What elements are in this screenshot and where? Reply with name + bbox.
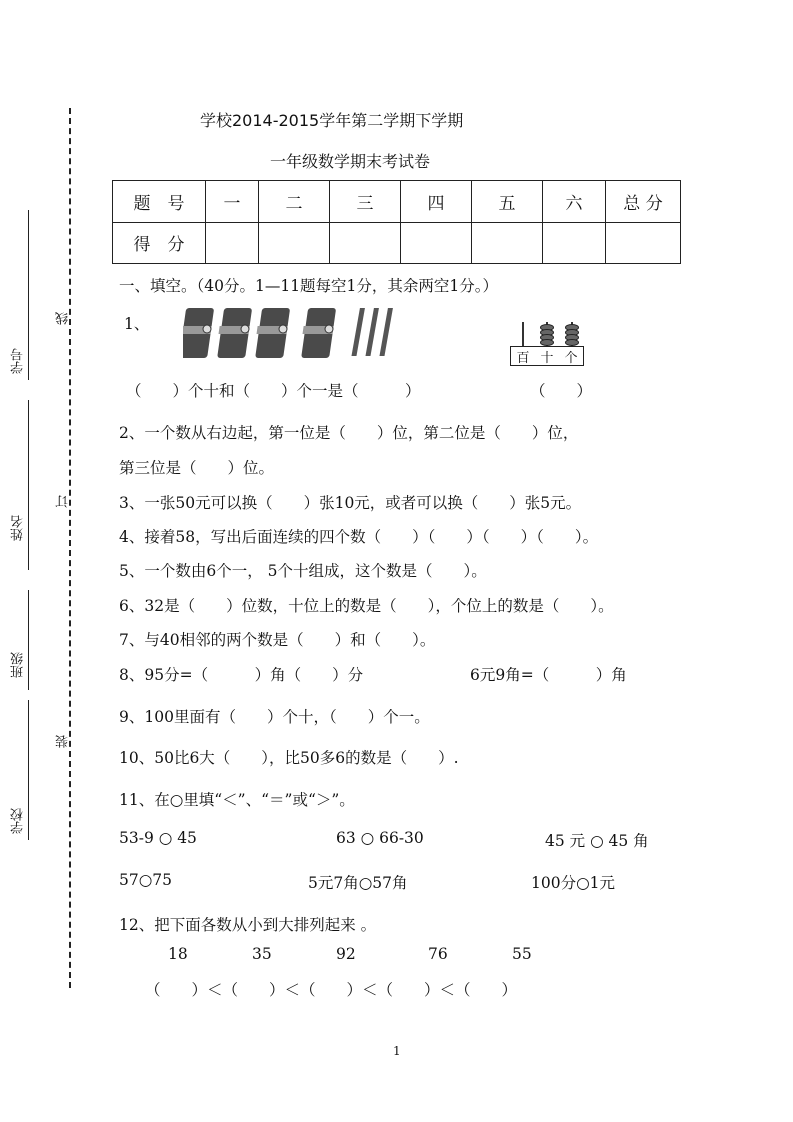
q11-item-4: 57○75 [119, 871, 172, 889]
score-cell-1: 一 [206, 181, 259, 223]
abacus-label-tens: 十 [540, 350, 554, 366]
q1-label: 1、 [124, 315, 150, 333]
score-input-3[interactable] [330, 222, 401, 264]
exam-title: 一年级数学期末考试卷 [270, 152, 431, 171]
q12-number-3: 92 [336, 945, 356, 963]
score-table [112, 180, 681, 264]
binding-mark-line: 线 [56, 312, 71, 325]
name-underline [28, 400, 29, 570]
bead [540, 339, 554, 346]
score-input-total[interactable] [606, 222, 681, 264]
q11-item-1: 53-9 ○ 45 [119, 829, 197, 847]
student-id-underline [28, 210, 29, 380]
section1-heading: 一、填空。（40分。1—11题每空1分，其余两空1分。） [119, 277, 499, 295]
q12-number-4: 76 [428, 945, 448, 963]
q11-item-5: 5元7角○57角 [308, 874, 408, 892]
q9: 9、100里面有（ ）个十，（ ）个一。 [119, 708, 430, 726]
score-cell-5: 五 [472, 181, 543, 223]
school-label: 学校 [11, 808, 26, 834]
score-cell-total: 总 分 [606, 181, 681, 223]
q11-item-3: 45 元 ○ 45 角 [545, 832, 649, 850]
q4: 4、接着58，写出后面连续的四个数（ ）（ ）（ ）（ ）。 [119, 528, 599, 546]
score-table-header-row [113, 181, 681, 223]
abacus-label-ones: 个 [564, 350, 578, 366]
page-number: 1 [393, 1044, 401, 1058]
q11-item-2: 63 ○ 66-30 [336, 829, 424, 847]
score-input-4[interactable] [401, 222, 472, 264]
q2-line-1: 2、一个数从右边起，第一位是（ ）位，第二位是（ ）位， [119, 424, 579, 442]
binding-mark-bind: 装 [56, 735, 71, 748]
abacus-rod-hundreds [522, 322, 524, 346]
score-cell-6: 六 [543, 181, 606, 223]
score-input-1[interactable] [206, 222, 259, 264]
q3: 3、一张50元可以换（ ）张10元，或者可以换（ ）张5元。 [119, 494, 582, 512]
abacus-picture [508, 322, 586, 368]
score-cell-label: 题 号 [113, 181, 206, 223]
score-cell-4: 四 [401, 181, 472, 223]
q12-number-5: 55 [512, 945, 532, 963]
q8-part-b: 6元9角=（ ）角 [470, 666, 627, 684]
q12: 12、把下面各数从小到大排列起来 。 [119, 916, 377, 934]
q11: 11、在○里填“＜”、“＝”或“＞”。 [119, 791, 355, 809]
q8-part-a: 8、95分=（ ）角（ ）分 [119, 666, 364, 684]
q7: 7、与40相邻的两个数是（ ）和（ ）。 [119, 631, 436, 649]
score-cell-2: 二 [259, 181, 330, 223]
score-input-5[interactable] [472, 222, 543, 264]
bundle-3 [255, 308, 290, 358]
q5: 5、一个数由6个一， 5个十组成，这个数是（ ）。 [119, 562, 487, 580]
score-input-2[interactable] [259, 222, 330, 264]
student-id-label: 学号 [11, 348, 26, 374]
bead [565, 339, 579, 346]
binding-mark-staple: 订 [56, 495, 71, 508]
q2-line-2: 第三位是（ ）位。 [119, 459, 275, 477]
score-row-label: 得 分 [113, 222, 206, 264]
class-label: 班级 [11, 652, 26, 678]
q6: 6、32是（ ）位数，十位上的数是（ ），个位上的数是（ ）。 [119, 597, 614, 615]
school-year-title: 学校2014-2015学年第二学期下学期 [200, 111, 464, 130]
abacus-base [510, 346, 584, 366]
abacus-label-hundreds: 百 [516, 350, 530, 366]
q12-answer-blanks: （ ）＜（ ）＜（ ）＜（ ）＜（ ） [145, 981, 518, 999]
loose-sticks [351, 308, 392, 356]
q11-item-6: 100分○1元 [531, 874, 615, 892]
score-cell-3: 三 [330, 181, 401, 223]
bundle-1 [183, 308, 214, 358]
school-underline [28, 700, 29, 840]
q12-number-2: 35 [252, 945, 272, 963]
stick-bundles-picture [183, 302, 403, 362]
q10: 10、50比6大（ ），比50多6的数是（ ）. [119, 749, 459, 767]
binding-dashed-line [69, 108, 71, 988]
q12-number-1: 18 [168, 945, 188, 963]
q1-abacus-answer: （ ） [530, 382, 593, 400]
bundle-2 [217, 308, 252, 358]
score-input-6[interactable] [543, 222, 606, 264]
score-table-score-row [113, 222, 681, 264]
bundles-svg [183, 302, 403, 362]
q1-text: （ ）个十和（ ）个一是（ ） [126, 382, 421, 400]
class-underline [28, 590, 29, 690]
bundle-4 [301, 308, 336, 358]
name-label: 姓名 [11, 515, 26, 541]
